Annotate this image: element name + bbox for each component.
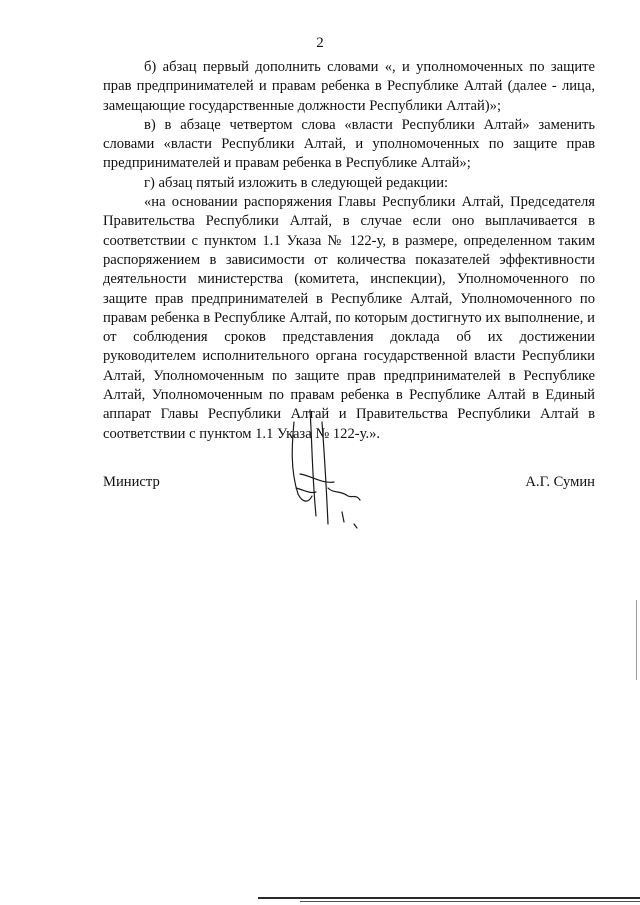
scan-edge-artifact	[636, 600, 637, 680]
signatory-name: А.Г. Сумин	[525, 474, 595, 490]
paragraph-new-text: «на основании распоряжения Главы Республики Алтай, Председателя Правительства Республики Алтай, в случае если оно выплачивается в соответствии с пунктом 1.1 Указа № 122-у, в размере, определенном таким распоряжением в зависимости от количества показателей эффективности деятельности министерства (комитета, инспекции), Уполномоченного по защите прав предпринимателей в Республике Алтай, Уполномоченного по правам ребенка в Республике Алтай, по которым достигнуто их выполнение, и от соблюдения сроков представления доклада об их достижении руководителем исполнительного органа государственной власти Республики Алтай, Уполномоченным по защите прав предпринимателей в Республике Алтай, Уполномоченным по правам ребенка в Республике Алтай в Единый аппарат Главы Республики Алтай и Правительства Республики Алтай в соответствии с пунктом 1.1 Указа № 122-у.».	[103, 194, 595, 442]
paragraph-g: г) абзац пятый изложить в следующей редакции:	[144, 174, 449, 191]
page-number: 2	[316, 35, 324, 51]
paragraph-b: б) абзац первый дополнить словами «, и уполномоченных по защите прав предпринимателей и правам ребенка в Республике Алтай (далее - лица, замещающие государственные должности Республики Алтай)»;	[103, 59, 595, 114]
paragraph-v: в) в абзаце четвертом слова «власти Республики Алтай» заменить словами «власти Республики Алтай, и уполномоченных по защите прав предпринимателей и правам ребенка в Республике Алтай»;	[103, 116, 595, 172]
document-body	[103, 58, 595, 444]
signatory-title: Министр	[103, 474, 160, 490]
handwritten-signature	[282, 404, 372, 534]
scan-bottom-artifact-2	[300, 901, 640, 902]
scan-bottom-artifact	[258, 897, 640, 899]
